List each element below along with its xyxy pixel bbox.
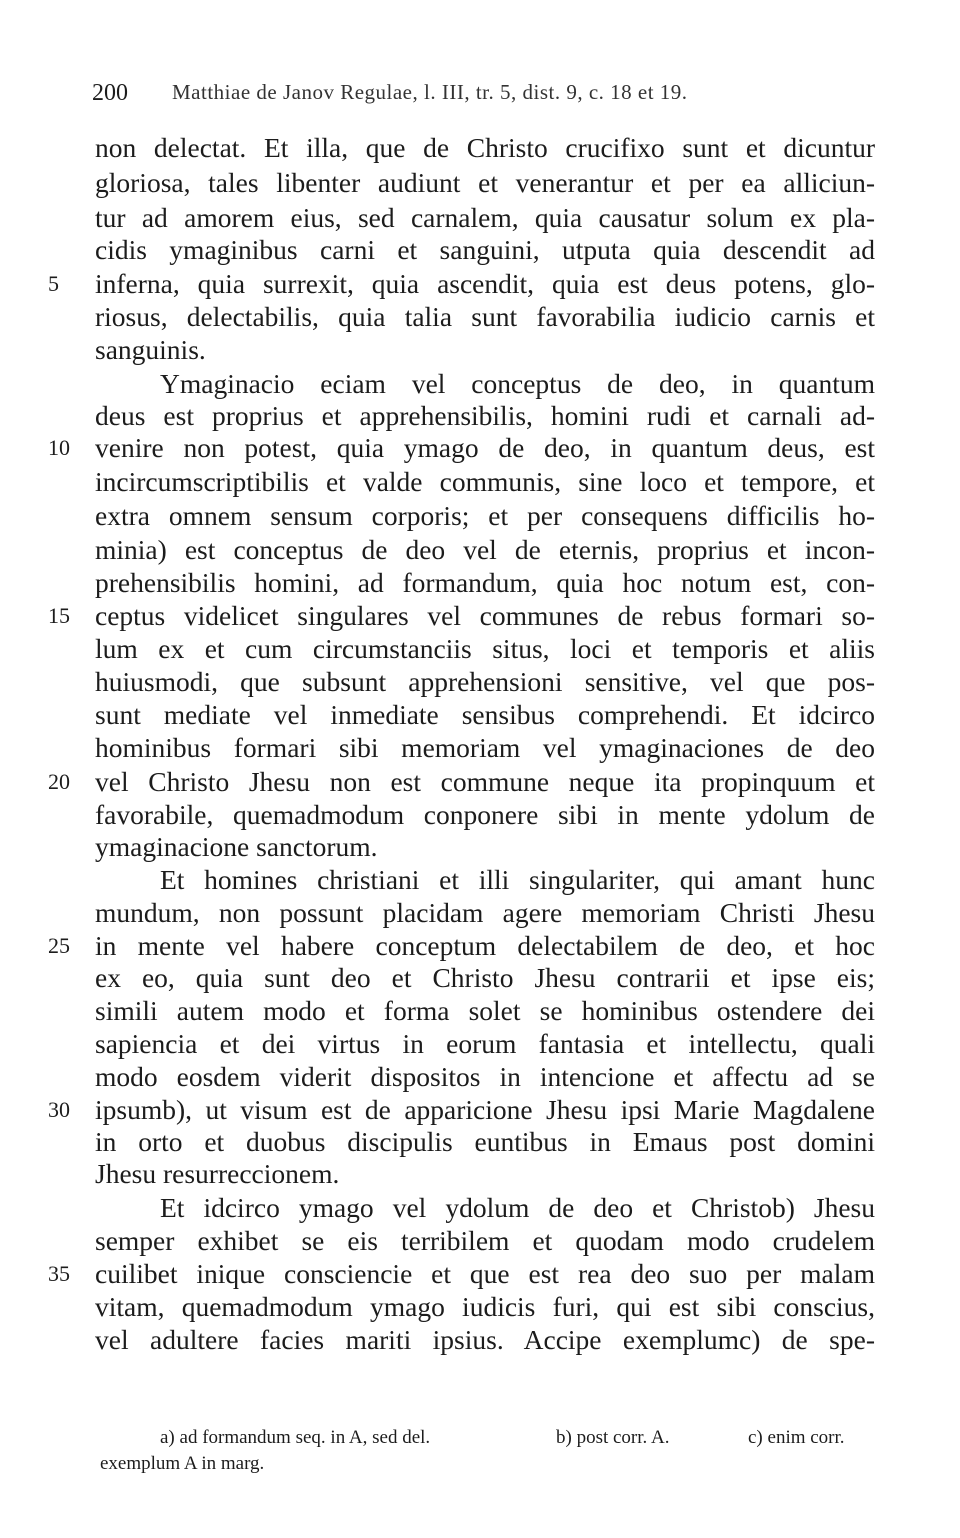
text-line: minia) est conceptus de deo vel de eternis, proprius et incon- (95, 534, 875, 565)
line-number: 35 (48, 1261, 70, 1286)
line-number: 10 (48, 435, 70, 460)
text-line: non delectat. Et illa, que de Christo crucifixo sunt et dicuntur (95, 132, 875, 163)
footnote-c-continuation: exemplum A in marg. (100, 1453, 265, 1474)
text-line: tur ad amorem eius, sed carnalem, quia causatur solum ex pla- (95, 202, 875, 233)
text-line: sanguinis. (95, 334, 206, 365)
text-line: cidis ymaginibus carni et sanguini, utputa quia descendit ad (95, 234, 875, 265)
text-line: ex eo, quia sunt deo et Christo Jhesu contrarii et ipse eis; (95, 962, 875, 993)
text-line: cuilibet inique consciencie et que est rea deo suo per malam (95, 1258, 875, 1289)
running-title: Matthiae de Janov Regulae, l. III, tr. 5, dist. 9, c. 18 et 19. (172, 80, 688, 104)
text-line: vel adultere facies mariti ipsius. Accipe exemplumc) de spe- (95, 1324, 875, 1355)
footnote-b: b) post corr. A. (556, 1427, 670, 1448)
text-line: lum ex et cum circumstanciis situs, loci et temporis et aliis (95, 633, 875, 664)
text-line: vitam, quemadmodum ymago iudicis furi, qui est sibi conscius, (95, 1291, 875, 1322)
text-line: ymaginacione sanctorum. (95, 831, 378, 862)
text-line: deus est proprius et apprehensibilis, homini rudi et carnali ad- (95, 400, 875, 431)
footnote-c: c) enim corr. (748, 1427, 845, 1448)
text-line: venire non potest, quia ymago de deo, in quantum deus, est (95, 432, 875, 463)
text-line: favorabile, quemadmodum conponere sibi in mente ydolum de (95, 799, 875, 830)
text-line: ipsumb), ut visum est de apparicione Jhesu ipsi Marie Magdalene (95, 1094, 875, 1125)
text-line: riosus, delectabilis, quia talia sunt favorabilia iudicio carnis et (95, 301, 875, 332)
page-number: 200 (92, 80, 128, 106)
text-line: vel Christo Jhesu non est commune neque ita propinquum et (95, 766, 875, 797)
text-line: in orto et duobus discipulis euntibus in Emaus post domini (95, 1126, 875, 1157)
line-number: 20 (48, 769, 70, 794)
text-line: incircumscriptibilis et valde communis, sine loco et tempore, et (95, 466, 875, 497)
text-line: sunt mediate vel inmediate sensibus comprehendi. Et idcirco (95, 699, 875, 730)
line-number: 25 (48, 933, 70, 958)
text-line: modo eosdem viderit dispositos in intencione et affectu ad se (95, 1061, 875, 1092)
text-line: hominibus formari sibi memoriam vel ymaginaciones de deo (95, 732, 875, 763)
text-line: gloriosa, tales libenter audiunt et venerantur et per ea alliciun- (95, 167, 875, 198)
footnote-a: a) ad formandum seq. in A, sed del. (160, 1427, 431, 1448)
text-line: Ymaginacio eciam vel conceptus de deo, in quantum (160, 368, 875, 399)
text-line: prehensibilis homini, ad formandum, quia hoc notum est, con- (95, 567, 875, 598)
line-number: 15 (48, 603, 70, 628)
text-line: mundum, non possunt placidam agere memoriam Christi Jhesu (95, 897, 875, 928)
text-line: Jhesu resurreccionem. (95, 1158, 340, 1189)
text-line: huiusmodi, que subsunt apprehensioni sensitive, vel que pos- (95, 666, 875, 697)
text-line: Et homines christiani et illi singulariter, qui amant hunc (160, 864, 875, 895)
text-line: sapiencia et dei virtus in eorum fantasia et intellectu, quali (95, 1028, 875, 1059)
text-line: simili autem modo et forma solet se hominibus ostendere dei (95, 995, 875, 1026)
line-number: 5 (48, 271, 59, 296)
page-header (92, 80, 892, 116)
line-number: 30 (48, 1097, 70, 1122)
text-line: Et idcirco ymago vel ydolum de deo et Christob) Jhesu (160, 1192, 875, 1223)
text-line: in mente vel habere conceptum delectabilem de deo, et hoc (95, 930, 875, 961)
text-line: inferna, quia surrexit, quia ascendit, quia est deus potens, glo- (95, 268, 875, 299)
text-line: semper exhibet se eis terribilem et quodam modo crudelem (95, 1225, 875, 1256)
text-line: extra omnem sensum corporis; et per consequens difficilis ho- (95, 500, 875, 531)
text-line: ceptus videlicet singulares vel communes de rebus formari so- (95, 600, 875, 631)
